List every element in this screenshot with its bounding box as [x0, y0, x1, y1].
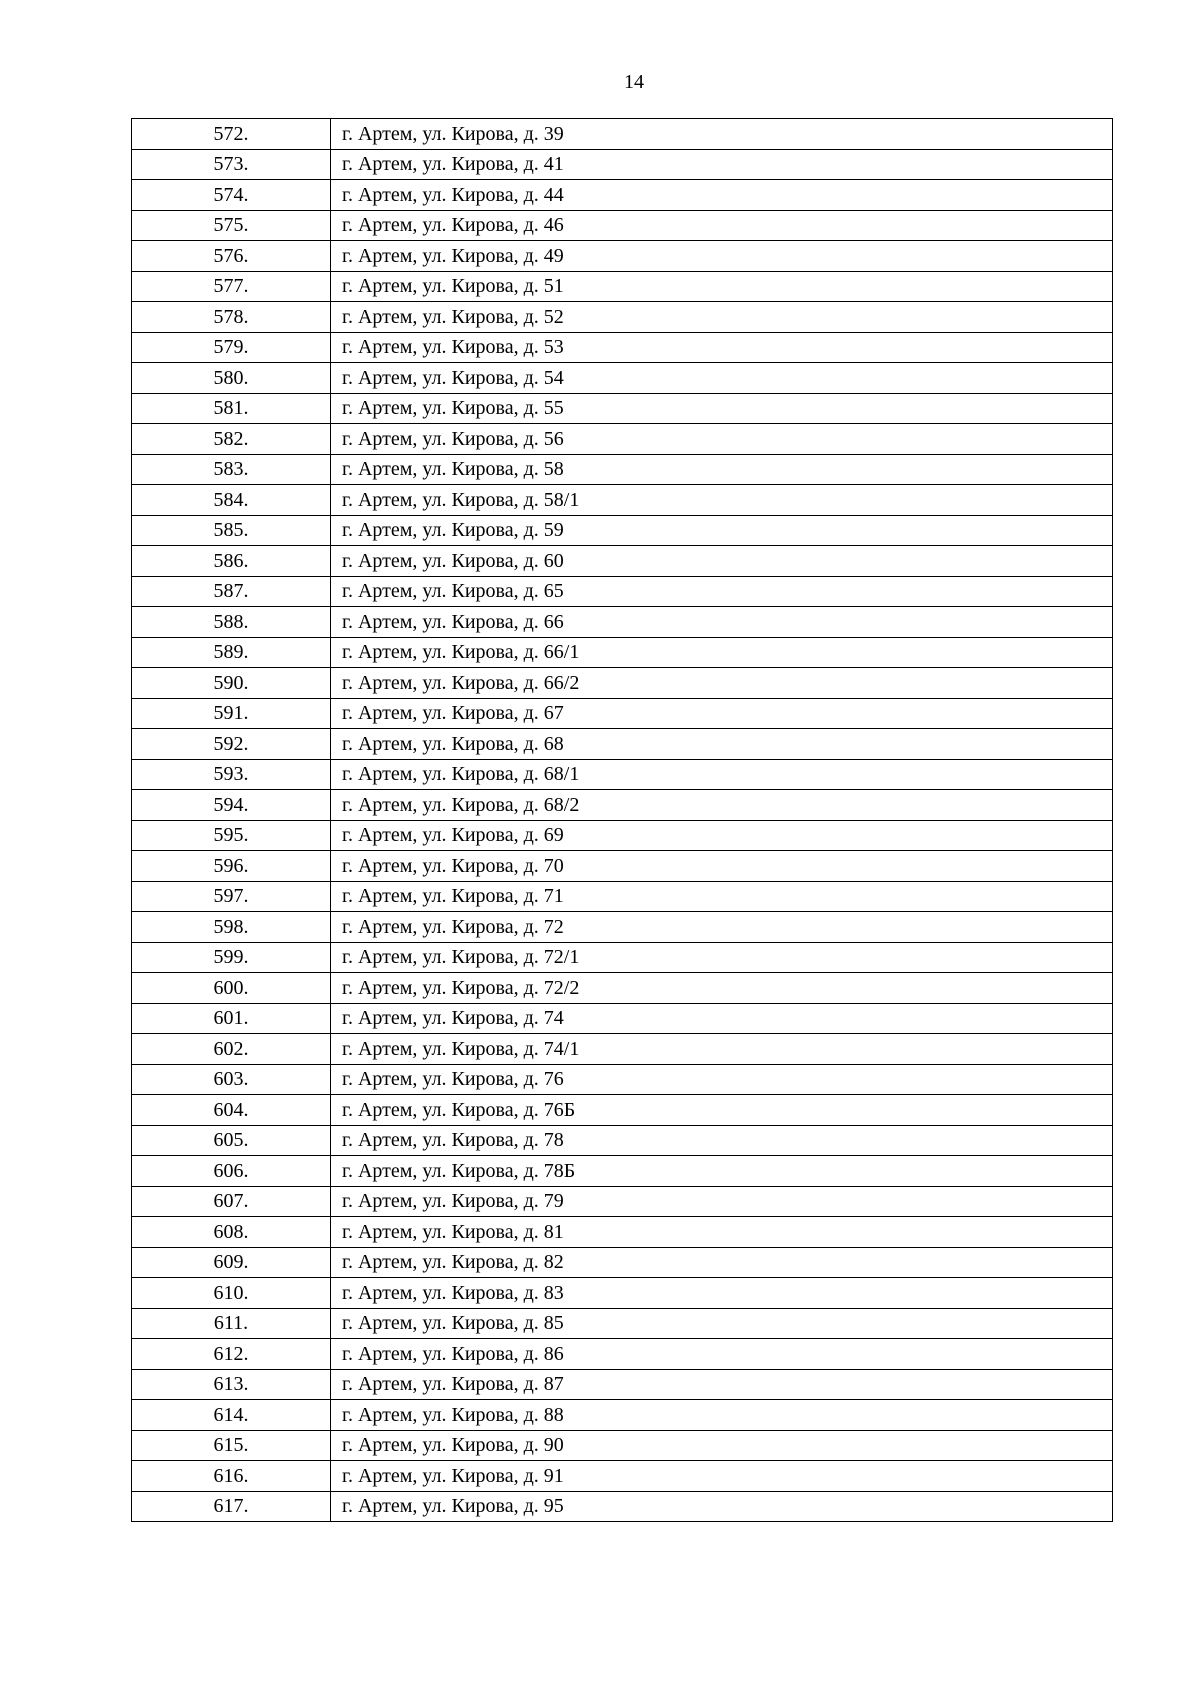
row-number: 578. [132, 302, 331, 333]
table-row [132, 912, 1113, 943]
table-row [132, 1339, 1113, 1370]
row-number: 615. [132, 1430, 331, 1461]
table-row [132, 668, 1113, 699]
table-row [132, 393, 1113, 424]
table-row [132, 424, 1113, 455]
row-number: 579. [132, 332, 331, 363]
table-row [132, 149, 1113, 180]
row-address: г. Артем, ул. Кирова, д. 81 [331, 1217, 1113, 1248]
row-number: 594. [132, 790, 331, 821]
table-row [132, 210, 1113, 241]
row-address: г. Артем, ул. Кирова, д. 91 [331, 1461, 1113, 1492]
row-address: г. Артем, ул. Кирова, д. 74 [331, 1003, 1113, 1034]
row-number: 582. [132, 424, 331, 455]
row-address: г. Артем, ул. Кирова, д. 54 [331, 363, 1113, 394]
row-number: 602. [132, 1034, 331, 1065]
table-row [132, 1308, 1113, 1339]
row-number: 607. [132, 1186, 331, 1217]
table-row [132, 1095, 1113, 1126]
row-number: 572. [132, 119, 331, 150]
row-address: г. Артем, ул. Кирова, д. 78 [331, 1125, 1113, 1156]
row-number: 584. [132, 485, 331, 516]
table-row [132, 485, 1113, 516]
address-table [131, 118, 1113, 1522]
table-row [132, 1278, 1113, 1309]
row-address: г. Артем, ул. Кирова, д. 53 [331, 332, 1113, 363]
row-number: 573. [132, 149, 331, 180]
table-row [132, 942, 1113, 973]
row-number: 597. [132, 881, 331, 912]
row-address: г. Артем, ул. Кирова, д. 74/1 [331, 1034, 1113, 1065]
table-row [132, 820, 1113, 851]
table-row [132, 759, 1113, 790]
row-address: г. Артем, ул. Кирова, д. 68/2 [331, 790, 1113, 821]
table-row [132, 271, 1113, 302]
row-address: г. Артем, ул. Кирова, д. 46 [331, 210, 1113, 241]
table-row [132, 1430, 1113, 1461]
table-row [132, 180, 1113, 211]
row-number: 587. [132, 576, 331, 607]
table-row [132, 576, 1113, 607]
row-address: г. Артем, ул. Кирова, д. 58 [331, 454, 1113, 485]
table-row [132, 1247, 1113, 1278]
row-number: 601. [132, 1003, 331, 1034]
row-number: 595. [132, 820, 331, 851]
table-row [132, 881, 1113, 912]
row-address: г. Артем, ул. Кирова, д. 88 [331, 1400, 1113, 1431]
row-address: г. Артем, ул. Кирова, д. 68 [331, 729, 1113, 760]
row-number: 610. [132, 1278, 331, 1309]
row-address: г. Артем, ул. Кирова, д. 55 [331, 393, 1113, 424]
row-number: 606. [132, 1156, 331, 1187]
row-number: 614. [132, 1400, 331, 1431]
row-number: 586. [132, 546, 331, 577]
page-number: 14 [624, 71, 644, 93]
row-address: г. Артем, ул. Кирова, д. 72/2 [331, 973, 1113, 1004]
table-row [132, 1369, 1113, 1400]
row-number: 576. [132, 241, 331, 272]
row-address: г. Артем, ул. Кирова, д. 72/1 [331, 942, 1113, 973]
row-number: 592. [132, 729, 331, 760]
row-number: 599. [132, 942, 331, 973]
row-address: г. Артем, ул. Кирова, д. 90 [331, 1430, 1113, 1461]
row-number: 574. [132, 180, 331, 211]
table-row [132, 698, 1113, 729]
row-number: 613. [132, 1369, 331, 1400]
row-number: 604. [132, 1095, 331, 1126]
row-address: г. Артем, ул. Кирова, д. 60 [331, 546, 1113, 577]
table-row [132, 1461, 1113, 1492]
table-row [132, 1156, 1113, 1187]
row-address: г. Артем, ул. Кирова, д. 44 [331, 180, 1113, 211]
table-row [132, 1400, 1113, 1431]
table-row [132, 302, 1113, 333]
row-address: г. Артем, ул. Кирова, д. 65 [331, 576, 1113, 607]
row-address: г. Артем, ул. Кирова, д. 82 [331, 1247, 1113, 1278]
row-address: г. Артем, ул. Кирова, д. 78Б [331, 1156, 1113, 1187]
table-row [132, 729, 1113, 760]
table-row [132, 1217, 1113, 1248]
row-number: 596. [132, 851, 331, 882]
row-number: 588. [132, 607, 331, 638]
table-row [132, 1034, 1113, 1065]
row-number: 575. [132, 210, 331, 241]
row-number: 580. [132, 363, 331, 394]
table-row [132, 637, 1113, 668]
table-row [132, 607, 1113, 638]
row-address: г. Артем, ул. Кирова, д. 39 [331, 119, 1113, 150]
row-address: г. Артем, ул. Кирова, д. 66/2 [331, 668, 1113, 699]
row-address: г. Артем, ул. Кирова, д. 70 [331, 851, 1113, 882]
row-address: г. Артем, ул. Кирова, д. 51 [331, 271, 1113, 302]
row-address: г. Артем, ул. Кирова, д. 66 [331, 607, 1113, 638]
row-number: 608. [132, 1217, 331, 1248]
table-row [132, 851, 1113, 882]
table-row [132, 1186, 1113, 1217]
row-address: г. Артем, ул. Кирова, д. 66/1 [331, 637, 1113, 668]
row-number: 600. [132, 973, 331, 1004]
row-number: 577. [132, 271, 331, 302]
row-address: г. Артем, ул. Кирова, д. 49 [331, 241, 1113, 272]
row-number: 583. [132, 454, 331, 485]
row-number: 598. [132, 912, 331, 943]
row-address: г. Артем, ул. Кирова, д. 59 [331, 515, 1113, 546]
table-row [132, 119, 1113, 150]
table-row [132, 454, 1113, 485]
row-address: г. Артем, ул. Кирова, д. 71 [331, 881, 1113, 912]
table-row [132, 515, 1113, 546]
row-number: 617. [132, 1491, 331, 1522]
row-number: 585. [132, 515, 331, 546]
row-address: г. Артем, ул. Кирова, д. 95 [331, 1491, 1113, 1522]
row-number: 609. [132, 1247, 331, 1278]
row-address: г. Артем, ул. Кирова, д. 87 [331, 1369, 1113, 1400]
row-address: г. Артем, ул. Кирова, д. 76Б [331, 1095, 1113, 1126]
table-row [132, 1003, 1113, 1034]
table-row [132, 332, 1113, 363]
row-address: г. Артем, ул. Кирова, д. 79 [331, 1186, 1113, 1217]
row-number: 603. [132, 1064, 331, 1095]
row-address: г. Артем, ул. Кирова, д. 41 [331, 149, 1113, 180]
table-row [132, 1064, 1113, 1095]
table-row [132, 1491, 1113, 1522]
row-number: 590. [132, 668, 331, 699]
row-address: г. Артем, ул. Кирова, д. 68/1 [331, 759, 1113, 790]
row-number: 591. [132, 698, 331, 729]
row-address: г. Артем, ул. Кирова, д. 76 [331, 1064, 1113, 1095]
row-address: г. Артем, ул. Кирова, д. 85 [331, 1308, 1113, 1339]
row-address: г. Артем, ул. Кирова, д. 52 [331, 302, 1113, 333]
row-address: г. Артем, ул. Кирова, д. 72 [331, 912, 1113, 943]
row-address: г. Артем, ул. Кирова, д. 69 [331, 820, 1113, 851]
table-row [132, 973, 1113, 1004]
row-number: 581. [132, 393, 331, 424]
table-row [132, 790, 1113, 821]
table-row [132, 363, 1113, 394]
table-row [132, 241, 1113, 272]
row-number: 589. [132, 637, 331, 668]
table-row [132, 1125, 1113, 1156]
row-address: г. Артем, ул. Кирова, д. 58/1 [331, 485, 1113, 516]
row-number: 612. [132, 1339, 331, 1370]
address-table-body [132, 119, 1113, 1522]
row-address: г. Артем, ул. Кирова, д. 56 [331, 424, 1113, 455]
row-address: г. Артем, ул. Кирова, д. 86 [331, 1339, 1113, 1370]
row-address: г. Артем, ул. Кирова, д. 83 [331, 1278, 1113, 1309]
row-number: 616. [132, 1461, 331, 1492]
row-address: г. Артем, ул. Кирова, д. 67 [331, 698, 1113, 729]
table-row [132, 546, 1113, 577]
row-number: 611. [132, 1308, 331, 1339]
row-number: 593. [132, 759, 331, 790]
row-number: 605. [132, 1125, 331, 1156]
